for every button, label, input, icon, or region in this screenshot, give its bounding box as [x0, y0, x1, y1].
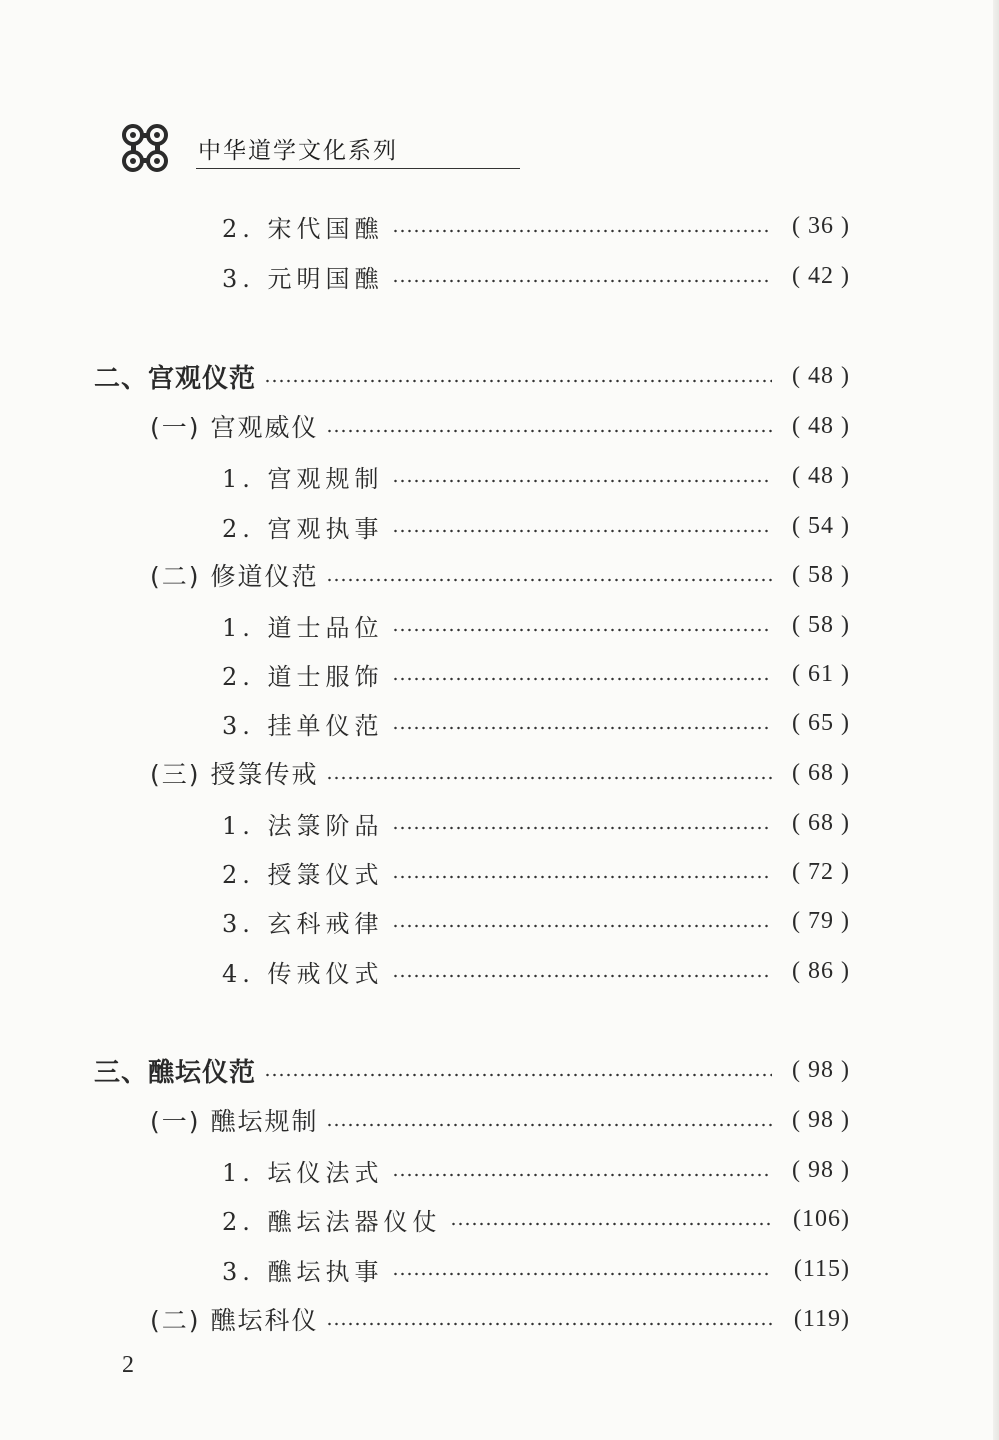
toc-entry-title: 2. 醮坛法器仪仗	[222, 1207, 442, 1236]
toc-leader-dots	[326, 775, 772, 781]
toc-leader-dots	[392, 874, 772, 880]
toc-entry	[222, 456, 850, 496]
toc-entry	[222, 605, 850, 645]
toc-entry-title: 3. 玄科戒律	[222, 909, 384, 938]
toc-entry	[222, 1150, 850, 1190]
toc-entry-page: ( 58 )	[792, 611, 850, 638]
toc-entry-title: 三、醮坛仪范	[94, 1057, 257, 1088]
toc-entry-page: ( 68 )	[792, 809, 850, 836]
toc-entry	[150, 555, 850, 595]
toc-entry-title: (二) 醮坛科仪	[150, 1306, 319, 1335]
toc-entry	[150, 406, 850, 446]
toc-entry-title: 1. 道士品位	[222, 613, 384, 642]
series-title: 中华道学文化系列	[198, 138, 398, 164]
toc-entry	[222, 506, 850, 546]
toc-leader-dots	[392, 278, 772, 284]
toc-leader-dots	[326, 1321, 772, 1327]
toc-entry-title: 2. 授箓仪式	[222, 860, 384, 889]
toc-entry-title: 3. 醮坛执事	[222, 1257, 384, 1286]
toc-leader-dots	[392, 228, 772, 234]
toc-entry	[222, 206, 850, 246]
toc-entry-title: 2. 宋代国醮	[222, 214, 384, 243]
toc-entry	[150, 1100, 850, 1140]
toc-entry-page: ( 61 )	[792, 660, 850, 687]
toc-leader-dots	[392, 676, 772, 682]
toc-leader-dots	[326, 1122, 772, 1128]
toc-entry	[94, 1050, 850, 1090]
toc-entry-page: ( 58 )	[792, 561, 850, 588]
toc-entry-title: (二) 修道仪范	[150, 562, 319, 591]
toc-entry-page: ( 98 )	[792, 1056, 850, 1083]
toc-leader-dots	[264, 378, 772, 384]
toc-entry	[222, 703, 850, 743]
toc-leader-dots	[392, 825, 772, 831]
running-header	[120, 122, 540, 182]
toc-entry-page: ( 98 )	[792, 1156, 850, 1183]
toc-entry	[222, 1199, 850, 1239]
toc-entry	[222, 256, 850, 296]
toc-leader-dots	[450, 1221, 772, 1227]
toc-leader-dots	[392, 1172, 772, 1178]
toc-entry-title: 1. 坛仪法式	[222, 1158, 384, 1187]
toc-leader-dots	[392, 478, 772, 484]
toc-leader-dots	[326, 577, 772, 583]
toc-entry-title: 3. 挂单仪范	[222, 711, 384, 740]
toc-entry-title: 2. 宫观执事	[222, 514, 384, 543]
page-edge-shadow	[993, 0, 999, 1440]
header-rule	[196, 168, 520, 169]
toc-entry	[222, 1249, 850, 1289]
toc-entry-page: ( 36 )	[792, 212, 850, 239]
toc-entry	[222, 852, 850, 892]
toc-entry-page: ( 48 )	[792, 362, 850, 389]
toc-entry-page: ( 86 )	[792, 957, 850, 984]
toc-entry	[222, 654, 850, 694]
toc-entry-title: 2. 道士服饰	[222, 662, 384, 691]
toc-entry-page: ( 48 )	[792, 462, 850, 489]
toc-entry	[222, 901, 850, 941]
toc-entry-title: 二、宫观仪范	[94, 363, 257, 394]
toc-leader-dots	[392, 528, 772, 534]
toc-leader-dots	[392, 725, 772, 731]
toc-entry-title: (一) 宫观威仪	[150, 413, 319, 442]
page-number: 2	[122, 1352, 134, 1378]
toc-entry-page: ( 79 )	[792, 907, 850, 934]
toc-entry-title: 1. 法箓阶品	[222, 811, 384, 840]
toc-entry-page: ( 68 )	[792, 759, 850, 786]
toc-entry-title: (一) 醮坛规制	[150, 1107, 319, 1136]
toc-entry-page: ( 72 )	[792, 858, 850, 885]
toc-entry	[94, 356, 850, 396]
toc-leader-dots	[392, 923, 772, 929]
toc-entry-title: (三) 授箓传戒	[150, 760, 319, 789]
toc-entry	[222, 951, 850, 991]
toc-entry	[150, 753, 850, 793]
toc-entry-title: 3. 元明国醮	[222, 264, 384, 293]
toc-entry-page: (119)	[793, 1305, 850, 1332]
toc-entry-page: (106)	[793, 1205, 850, 1232]
toc-leader-dots	[264, 1072, 772, 1078]
toc-entry-page: ( 42 )	[792, 262, 850, 289]
toc-entry-page: (115)	[793, 1255, 850, 1282]
toc-leader-dots	[392, 973, 772, 979]
toc-leader-dots	[392, 1271, 772, 1277]
toc-entry	[150, 1299, 850, 1339]
toc-entry-page: ( 98 )	[792, 1106, 850, 1133]
toc-leader-dots	[326, 428, 772, 434]
toc-entry-title: 1. 宫观规制	[222, 464, 384, 493]
toc-entry	[222, 803, 850, 843]
toc-entry-page: ( 65 )	[792, 709, 850, 736]
toc-entry-page: ( 48 )	[792, 412, 850, 439]
toc-entry-title: 4. 传戒仪式	[222, 959, 384, 988]
toc-leader-dots	[392, 627, 772, 633]
series-logo-icon	[120, 122, 170, 174]
toc-entry-page: ( 54 )	[792, 512, 850, 539]
